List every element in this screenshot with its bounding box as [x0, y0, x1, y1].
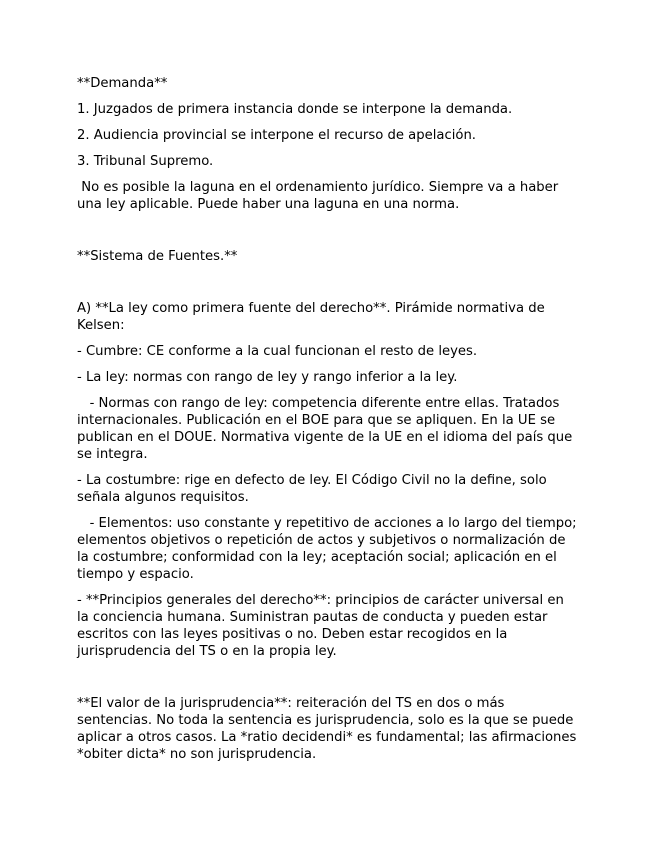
laguna-paragraph: No es posible la laguna en el ordenamiento jurídico. Siempre va a haber una ley aplicable. Puede haber una laguna en una norma.	[77, 180, 563, 212]
ley-intro-paragraph: A) **La ley como primera fuente del derecho**. Pirámide normativa de Kelsen:	[77, 301, 549, 333]
cumbre-item: - Cumbre: CE conforme a la cual funcionan el resto de leyes.	[77, 344, 478, 359]
la-ley-item: - La ley: normas con rango de ley y rango inferior a la ley.	[77, 370, 458, 385]
jurisprudencia-paragraph: **El valor de la jurisprudencia**: reiteración del TS en dos o más sentencias. No toda la sentencia es jurisprudencia, solo es la que se puede aplicar a otros casos. La *ratio decidendi* es fundamental; las afirmaciones *obiter dicta* no son jurisprudencia.	[77, 696, 581, 762]
demanda-item-3: 3. Tribunal Supremo.	[77, 154, 214, 169]
demanda-item-1: 1. Juzgados de primera instancia donde se interpone la demanda.	[77, 102, 513, 117]
demanda-heading: **Demanda**	[77, 76, 168, 91]
fuentes-heading: **Sistema de Fuentes.**	[77, 249, 238, 264]
document-page	[77, 75, 581, 763]
principios-item: - **Principios generales del derecho**: principios de carácter universal en la conciencia humana. Suministran pautas de conducta y pueden estar escritos con las leyes positivas o no. Deben estar recogidos en la jurisprudencia del TS o en la propia ley.	[77, 593, 569, 659]
normas-rango-item: - Normas con rango de ley: competencia diferente entre ellas. Tratados internacionales. Publicación en el BOE para que se apliquen. En la UE se publican en el DOUE. Normativa vigente de la UE en el idioma del país que se integra.	[77, 396, 577, 462]
costumbre-item: - La costumbre: rige en defecto de ley. El Código Civil no la define, solo señala algunos requisitos.	[77, 473, 551, 505]
demanda-item-2: 2. Audiencia provincial se interpone el recurso de apelación.	[77, 128, 476, 143]
elementos-item: - Elementos: uso constante y repetitivo de acciones a lo largo del tiempo; elementos objetivos o repetición de actos y subjetivos o normalización de la costumbre; conformidad con la ley; aceptación social; aplicación en el tiempo y espacio.	[77, 516, 581, 582]
